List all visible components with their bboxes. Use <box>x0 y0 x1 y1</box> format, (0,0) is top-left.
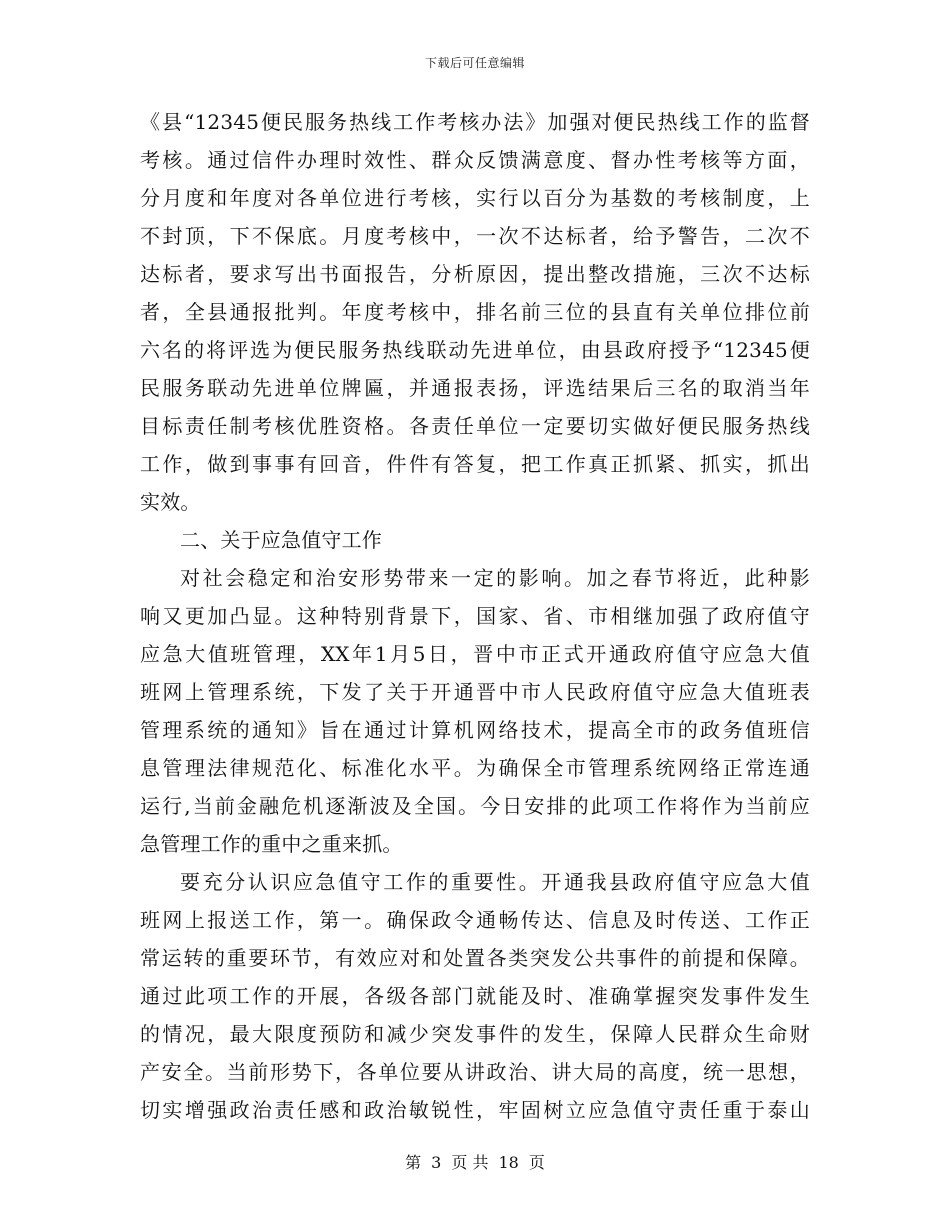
text-line: 不封顶，下不保底。月度考核中，一次不达标者，给予警告，二次不 <box>140 224 810 248</box>
paragraph-emergency-background <box>140 559 810 863</box>
text-line: 考核。通过信件办理时效性、群众反馈满意度、督办性考核等方面， <box>140 148 810 172</box>
text-line: 息管理法律规范化、标准化水平。为确保全市管理系统网络正常连通 <box>140 756 810 780</box>
text-line: 要充分认识应急值守工作的重要性。开通我县政府值守应急大值 <box>180 870 810 894</box>
text-line: 民服务联动先进单位牌匾，并通报表扬，评选结果后三名的取消当年 <box>140 376 810 400</box>
header-note: 下载后可任意编辑 <box>424 56 525 70</box>
text-line: 响又更加凸显。这种特别背景下，国家、省、市相继加强了政府值守 <box>140 604 810 628</box>
text-line: 六名的将评选为便民服务热线联动先进单位，由县政府授予“12345便 <box>140 338 810 362</box>
section-heading <box>140 521 810 559</box>
paragraph-assessment <box>140 103 810 521</box>
text-line: 急管理工作的重中之重来抓。 <box>140 832 403 856</box>
text-line: 的情况，最大限度预防和减少突发事件的发生，保障人民群众生命财 <box>140 1022 810 1046</box>
text-line: 产安全。当前形势下，各单位要从讲政治、讲大局的高度，统一思想， <box>140 1060 810 1084</box>
text-line: 通过此项工作的开展，各级各部门就能及时、准确掌握突发事件发生 <box>140 984 810 1008</box>
current-page-number: 3 <box>431 1153 442 1172</box>
text-line: 应急大值班管理，XX年1月5日，晋中市正式开通政府值守应急大值 <box>140 642 810 666</box>
text-line: 切实增强政治责任感和政治敏锐性，牢固树立应急值守责任重于泰山 <box>140 1098 810 1122</box>
text-line: 达标者，要求写出书面报告，分析原因，提出整改措施，三次不达标 <box>140 262 810 286</box>
footer-prefix: 第 <box>405 1153 422 1172</box>
text-line: 者，全县通报批判。年度考核中，排名前三位的县直有关单位排位前 <box>140 300 810 324</box>
text-line: 工作，做到事事有回音，件件有答复，把工作真正抓紧、抓实，抓出 <box>140 452 810 476</box>
text-line: 实效。 <box>140 490 201 514</box>
text-line: 管理系统的通知》旨在通过计算机网络技术，提高全市的政务值班信 <box>140 718 810 742</box>
text-line: 目标责任制考核优胜资格。各责任单位一定要切实做好便民服务热线 <box>140 414 810 438</box>
text-line: 常运转的重要环节，有效应对和处置各类突发公共事件的前提和保障。 <box>140 946 810 970</box>
document-body <box>140 103 810 1129</box>
footer-middle: 页 共 <box>451 1153 489 1172</box>
page-footer <box>0 1150 950 1173</box>
text-line: 班网上管理系统，下发了关于开通晋中市人民政府值守应急大值班表 <box>140 680 810 704</box>
text-line: 班网上报送工作，第一。确保政令通畅传达、信息及时传送、工作正 <box>140 908 810 932</box>
heading-line: 二、关于应急值守工作 <box>180 528 382 552</box>
text-line: 《县“12345便民服务热线工作考核办法》加强对便民热线工作的监督 <box>140 110 810 134</box>
total-page-count: 18 <box>498 1153 519 1172</box>
paragraph-importance <box>140 863 810 1129</box>
text-line: 运行,当前金融危机逐渐波及全国。今日安排的此项工作将作为当前应 <box>140 794 810 818</box>
footer-suffix: 页 <box>528 1153 545 1172</box>
text-line: 分月度和年度对各单位进行考核，实行以百分为基数的考核制度，上 <box>140 186 810 210</box>
text-line: 对社会稳定和治安形势带来一定的影响。加之春节将近，此种影 <box>180 566 810 590</box>
